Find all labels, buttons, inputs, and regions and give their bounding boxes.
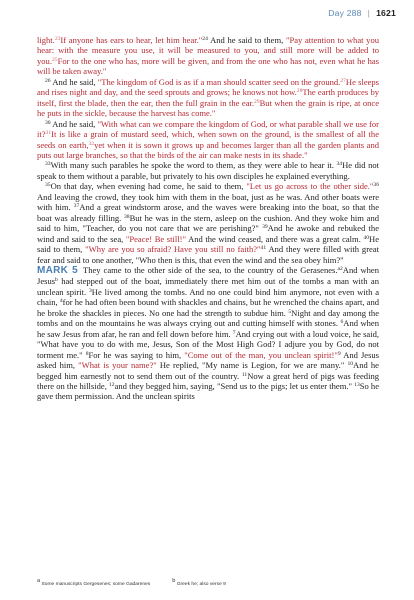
verse-number: 30 [45,119,51,126]
narrative-text: And when he saw Jesus from afar, he ran and fell down before him. [37,318,379,339]
narrative-text: And he said, [50,118,98,129]
reading-day: Day 288 [328,8,362,18]
footnotes [37,578,379,587]
verse-number: 5 [288,308,292,315]
narrative-text: For he was saying to him, [88,349,185,360]
narrative-text: had stepped out of the boat, immediately there met him out of the tombs a man with an unclean spirit. [37,276,379,297]
narrative-text: And when Jesus [37,264,379,287]
paragraph-verse-23 [37,35,379,77]
narrative-text: He replied, "My name is Legion, for we are many." [156,360,348,371]
words-of-jesus: "What is your name?" [78,360,157,371]
narrative-text: But he was in the stern, asleep on the cushion. And they woke him and said to him, "Teacher, do you not care that we are perishing?" [37,212,379,234]
words-of-jesus: "Let us go across to the other side." [246,181,374,192]
words-of-jesus: The earth produces by itself, first the blade, then the ear, then the full grain in the ear. [37,87,379,108]
words-of-jesus: light. [37,35,55,45]
verse-number: 31 [45,130,52,137]
verse-number: 7 [232,329,236,336]
footnote-ref: a [337,265,340,272]
page-header [328,8,396,18]
verse-number: 39 [262,224,268,231]
verse-number: 27 [340,77,346,84]
verse-number: 35 [45,182,51,189]
verse-number: 34 [336,161,343,168]
verse-number: 23 [54,36,61,42]
verse-number: 36 [373,182,379,189]
narrative-text: And they were filled with great fear and said to one another, "Who then is this, that even the wind and the sea obey him?" [37,244,379,265]
footnote-b [172,578,226,587]
narrative-text: And he awoke and rebuked the wind and said to the sea, [37,223,379,244]
narrative-text: On that day, when evening had come, he said to them, [50,181,247,192]
verse-number: 38 [123,213,130,220]
narrative-text: And the wind ceased, and there was a great calm. [185,233,364,244]
verse-number: 40 [363,234,370,241]
footnote-ref: b [55,277,58,284]
narrative-text: He did not speak to them without a parable, but privately to his own disciples he explained everything. [37,160,379,181]
words-of-jesus: If anyone has ears to hear, let him hear." [60,35,203,45]
words-of-jesus: But when the grain is ripe, at once he puts in the sickle, because the harvest has come." [37,97,379,119]
footnote-a [37,578,151,587]
verse-number: 32 [88,140,95,147]
verse-number: 4 [59,298,63,305]
paragraph-verse-30 [37,119,379,161]
narrative-text: They came to the other side of the sea, to the country of the Gerasenes. [83,264,338,275]
chapter-heading: MARK 5 [37,264,78,276]
words-of-jesus: "Why are you so afraid? Have you still no faith?" [85,244,261,255]
paragraph-verse-26 [37,77,379,119]
verse-number: 29 [254,98,260,105]
narrative-text: He lived among the tombs. And no one could bind him anymore, not even with a chain, [37,286,379,308]
words-of-jesus: "Come out of the man, you unclean spirit!" [184,349,338,360]
narrative-text: for he had often been bound with shackles and chains, but he wrenched the chains apart, and he broke the shackles in pieces. No one had the strength to subdue him. [37,297,379,318]
verse-number: 3 [88,287,92,294]
verse-number: 37 [73,203,80,210]
verse-number: 2 [339,265,343,272]
paragraph-verse-33 [37,160,379,181]
footnote-marker: b [172,578,176,584]
verse-number: 28 [296,88,303,95]
verse-number: 13 [354,381,360,388]
verse-number: 8 [85,350,89,357]
narrative-text: And a great windstorm arose, and the waves were breaking into the boat, so that the boat was already filling. [37,202,379,223]
scripture-text [37,35,379,402]
page-number: 1621 [376,8,396,18]
chapter-5-text [37,265,379,401]
verse-number: 12 [108,381,115,388]
words-of-jesus: It is like a grain of mustard seed, which, when sown on the ground, is the smallest of all the seeds on earth, [37,129,379,150]
words-of-jesus: "Peace! Be still!" [125,233,186,244]
narrative-text: Night and day among the tombs and on the mountains he was always crying out and cutting himself with stones. [37,307,379,329]
verse-number: 26 [45,77,51,84]
narrative-text: With many such parables he spoke the word to them, as they were able to hear it. [50,160,337,171]
footnote-text: Some manuscripts Gergesenes; some Gadarenes [40,582,151,587]
paragraph-verse-35 [37,181,379,265]
words-of-jesus: He sleeps and rises night and day, and the seed sprouts and grows; he knows not how. [37,76,379,98]
words-of-jesus: "The kingdom of God is as if a man should scatter seed on the ground. [97,76,341,87]
narrative-text: And he begged him earnestly not to send them out of the country. [37,360,379,381]
narrative-text: And he said to them, [207,35,286,45]
header-separator: | [367,8,371,18]
narrative-text: He said to them, [37,233,379,255]
chapter-mark-5 [37,265,379,402]
narrative-text: And he said, [50,76,98,87]
narrative-text: And crying out with a loud voice, he said, "What have you to do with me, Jesus, Son of the Most High God? I adjure you by God, do not torment me." [37,328,379,360]
verse-number: 10 [347,361,354,368]
words-of-jesus: "Pay attention to what you hear: with the measure you use, it will be measured to you, and still more will be added to you. [37,35,379,66]
footnote-text: Greek he; also verse 9 [175,582,226,587]
words-of-jesus: "With what can we compare the kingdom of God, or what parable shall we use for it? [37,118,380,140]
verse-number: 24 [202,36,208,42]
narrative-text: So he gave them permission. And the unclean spirits [37,380,379,402]
verse-number: 11 [241,371,248,378]
verse-number: 9 [337,350,341,357]
words-of-jesus: For to the one who has, more will be given, and from the one who has not, even what he has will be taken away." [37,55,379,77]
verse-number: 33 [45,161,51,168]
words-of-jesus: yet when it is sown it grows up and becomes larger than all the garden plants and puts out large branches, so that the birds of the air can make nests in its shade." [37,139,379,160]
narrative-text: And Jesus asked him, [37,349,379,371]
verse-number: 6 [340,319,344,326]
verse-number: 25 [51,56,58,63]
footnote-marker: a [37,578,41,584]
narrative-text: and they begged him, saying, "Send us to the pigs; let us enter them." [114,380,355,391]
narrative-text: And leaving the crowd, they took him with them in the boat, just as he was. And other boats were with him. [37,191,379,213]
verse-number: 41 [260,245,267,252]
narrative-text: Now a great herd of pigs was feeding there on the hillside, [37,370,379,391]
